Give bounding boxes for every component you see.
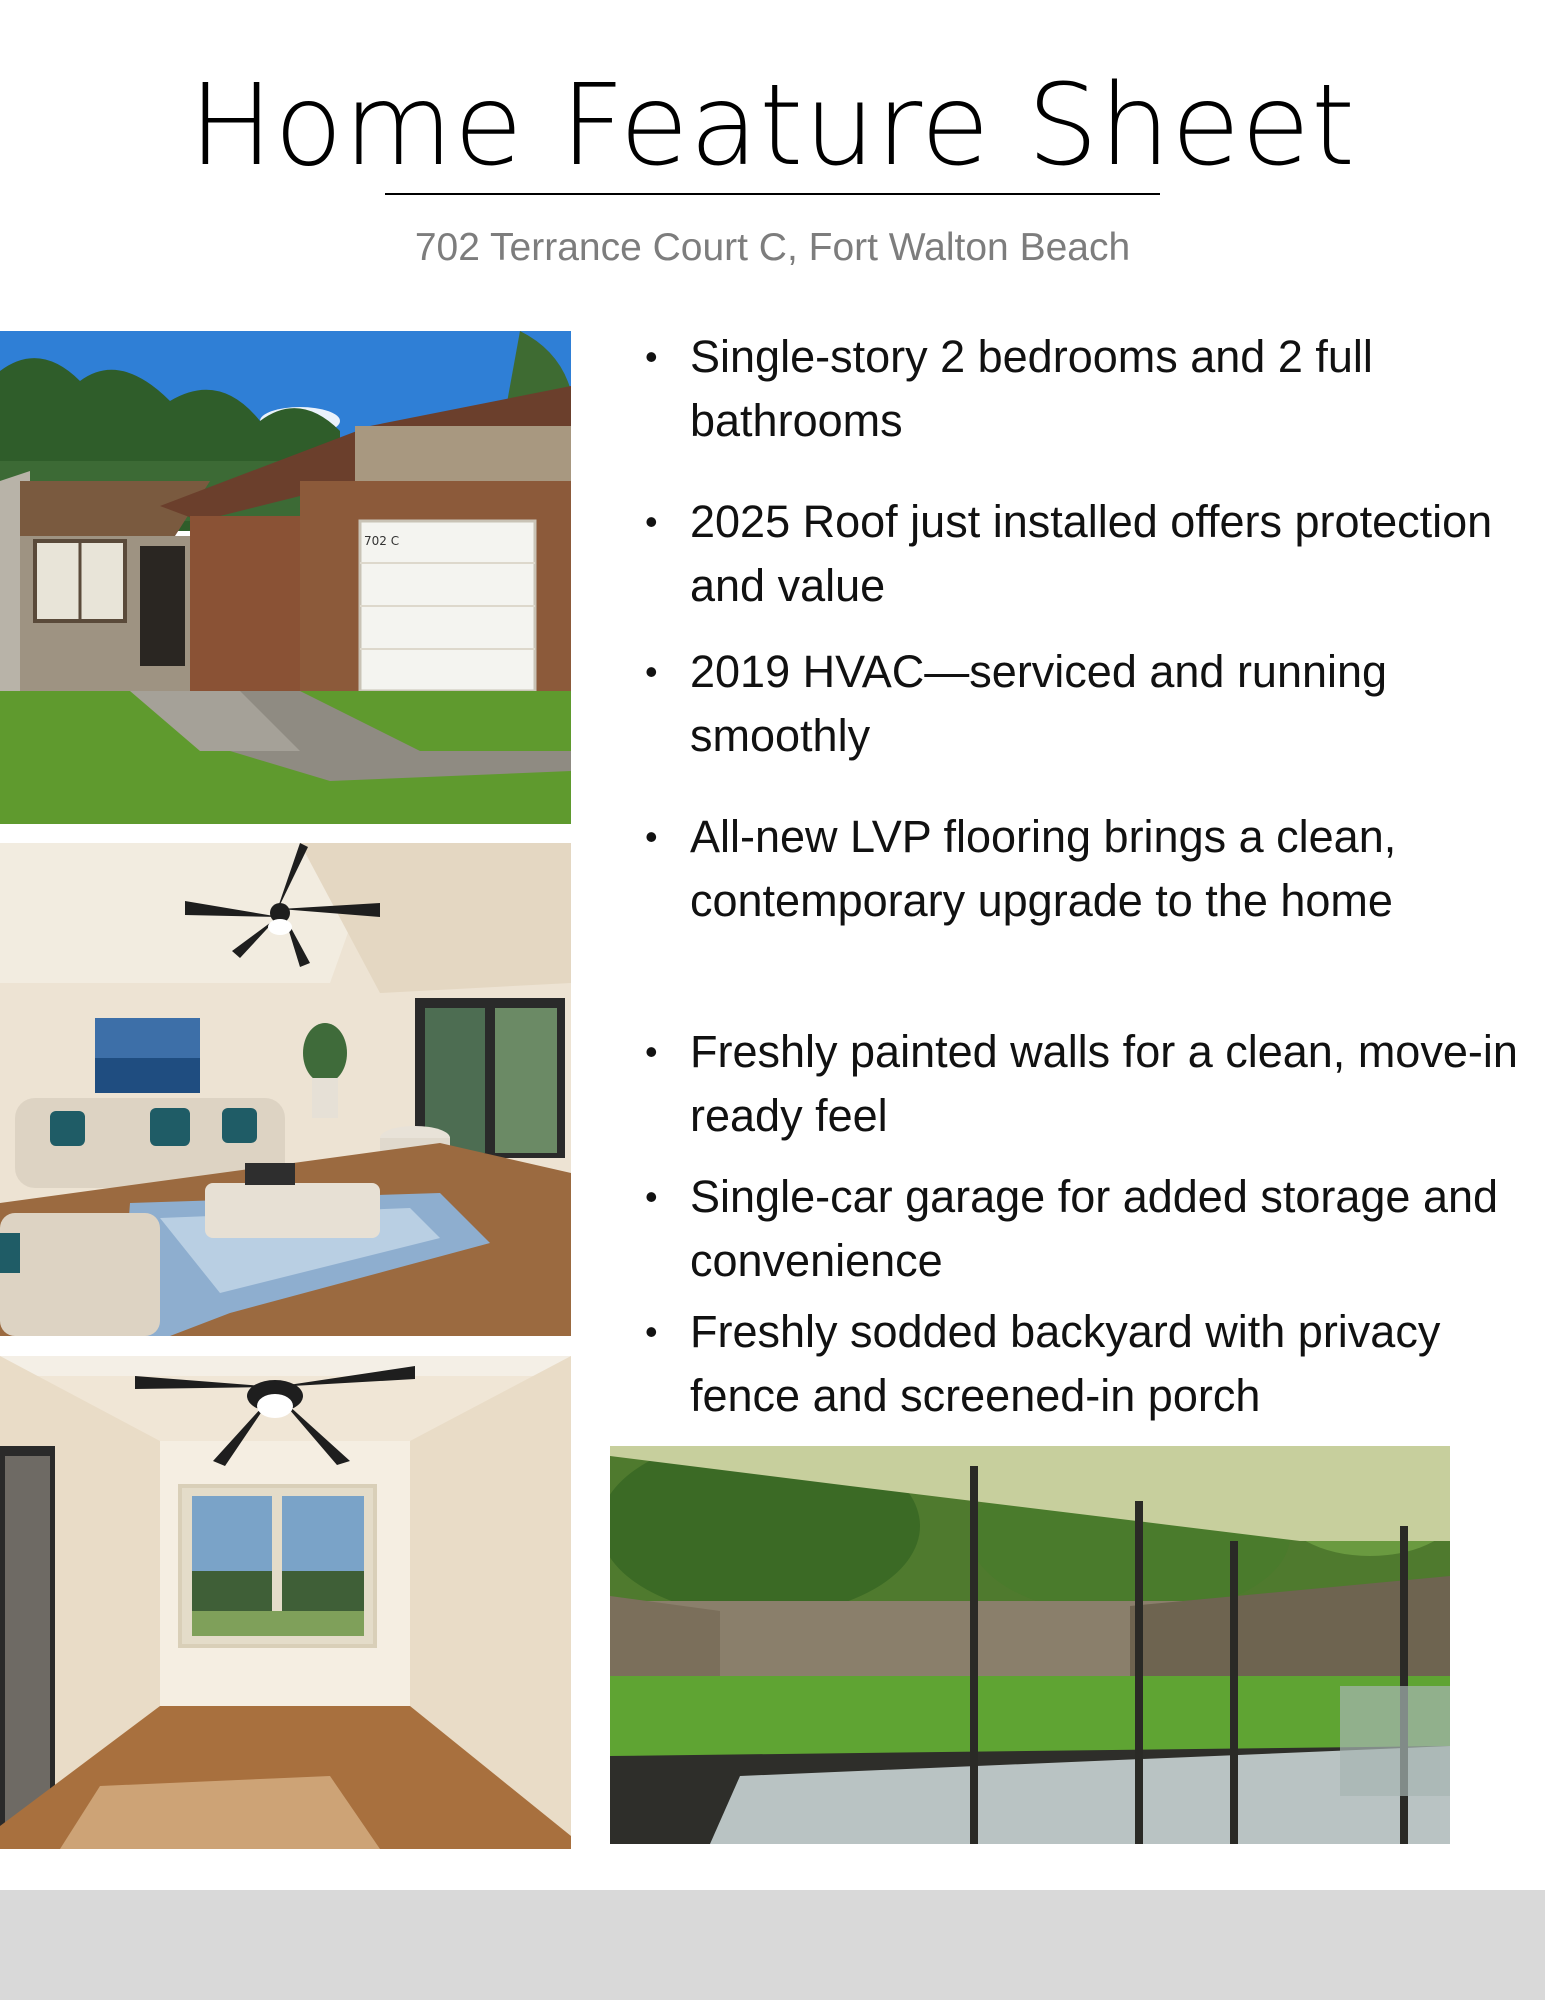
house-number: 702 C <box>364 534 400 548</box>
feature-text: Freshly painted walls for a clean, move-in ready feel <box>690 1026 1518 1141</box>
feature-item-paint <box>640 1020 1520 1148</box>
feature-text: Single-story 2 bedrooms and 2 full bathrooms <box>690 331 1373 446</box>
front-exterior-photo <box>0 331 571 824</box>
bullet-icon: • <box>645 1031 658 1072</box>
bullet-icon: • <box>645 651 658 692</box>
feature-text: Freshly sodded backyard with privacy fence and screened-in porch <box>690 1306 1441 1421</box>
bullet-icon: • <box>645 1176 658 1217</box>
feature-text: 2019 HVAC—serviced and running smoothly <box>690 646 1388 761</box>
feature-item-roof <box>640 490 1520 618</box>
bullet-icon: • <box>645 816 658 857</box>
footer-band <box>0 1890 1545 2000</box>
feature-item-backyard <box>640 1300 1520 1428</box>
feature-text: 2025 Roof just installed offers protection and value <box>690 496 1493 611</box>
feature-item-hvac <box>640 640 1520 768</box>
page-title: Home Feature Sheet <box>189 61 1356 191</box>
feature-item-garage <box>640 1165 1520 1293</box>
property-address: 702 Terrance Court C, Fort Walton Beach <box>414 226 1131 269</box>
living-room-photo <box>0 843 571 1336</box>
bullet-icon: • <box>645 1311 658 1352</box>
feature-text: Single-car garage for added storage and convenience <box>690 1171 1499 1286</box>
feature-item-flooring <box>640 805 1520 933</box>
feature-text: All-new LVP flooring brings a clean, contemporary upgrade to the home <box>690 811 1397 926</box>
bullet-icon: • <box>645 336 658 377</box>
screened-porch-photo <box>610 1446 1450 1844</box>
feature-item-bedrooms <box>640 325 1520 453</box>
bullet-icon: • <box>645 501 658 542</box>
title-underline <box>385 193 1160 195</box>
bedroom-photo <box>0 1356 571 1849</box>
